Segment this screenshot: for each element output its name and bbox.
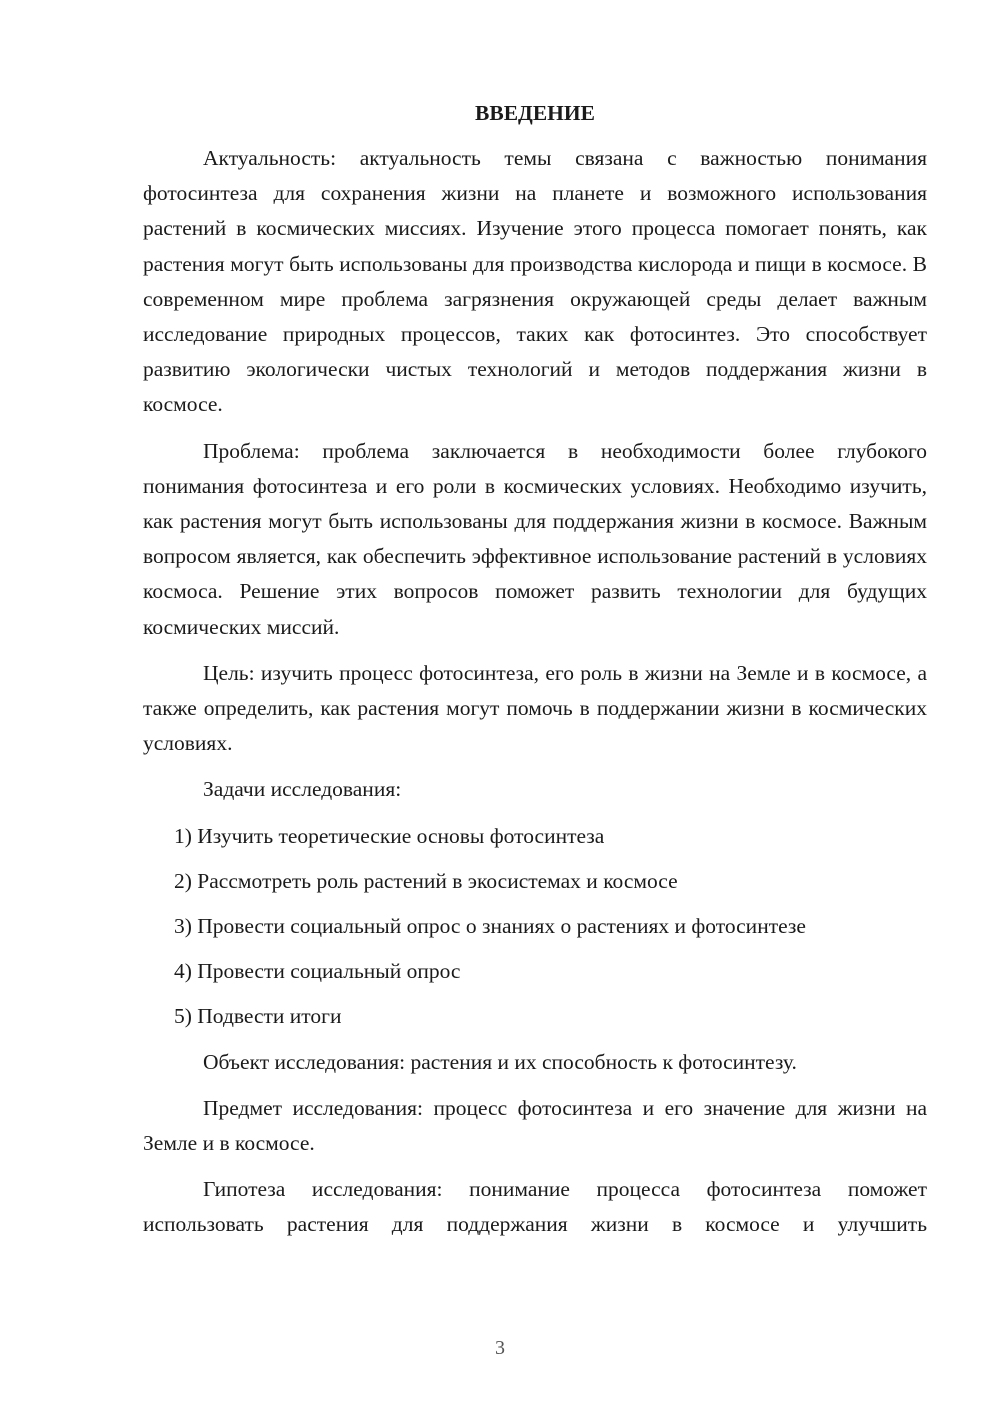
paragraph-problem: Проблема: проблема заключается в необходимости более глубокого понимания фотосинтеза и его роли в космических условиях. Необходимо изучить, как растения могут быть использованы для поддержания жизни в космосе. Важным вопросом является, как обеспечить эффективное использование растений в условиях космоса. Решение этих вопросов поможет развить технологии для будущих космических миссий. [143,438,927,639]
paragraph-subject: Предмет исследования: процесс фотосинтеза и его значение для жизни на Земле и в космосе. [143,1095,927,1156]
document-page [143,96,927,1254]
paragraph-relevance: Актуальность: актуальность темы связана с важностью понимания фотосинтеза для сохранения жизни на планете и возможного использования растений в космических миссиях. Изучение этого процесса помогает понять, как растения могут быть использованы для производства кислорода и пищи в космосе. В современном мире проблема загрязнения окружающей среды делает важным исследование природных процессов, таких как фотосинтез. Это способствует развитию экологически чистых технологий и методов поддержания жизни в космосе. [143,146,927,417]
paragraph-tasks-heading: Задачи исследования: [203,777,402,802]
list-item: 5) Подвести итоги [174,1004,342,1029]
paragraph-object: Объект исследования: растения и их способность к фотосинтезу. [203,1049,797,1074]
tasks-list [143,819,927,1035]
list-item: 2) Рассмотреть роль растений в экосистемах и космосе [174,868,678,893]
paragraph-goal: Цель: изучить процесс фотосинтеза, его роль в жизни на Земле и в космосе, а также определить, как растения могут помочь в поддержании жизни в космических условиях. [143,660,927,756]
section-title: ВВЕДЕНИЕ [475,101,595,125]
list-item: 4) Провести социальный опрос [174,959,461,984]
paragraph-hypothesis: Гипотеза исследования: понимание процесса фотосинтеза поможет использовать растения для поддержания жизни в космосе и улучшить [143,1177,927,1237]
list-item: 1) Изучить теоретические основы фотосинтеза [174,823,605,848]
list-item: 3) Провести социальный опрос о знаниях о растениях и фотосинтезе [174,914,806,939]
page-number: 3 [495,1337,505,1359]
